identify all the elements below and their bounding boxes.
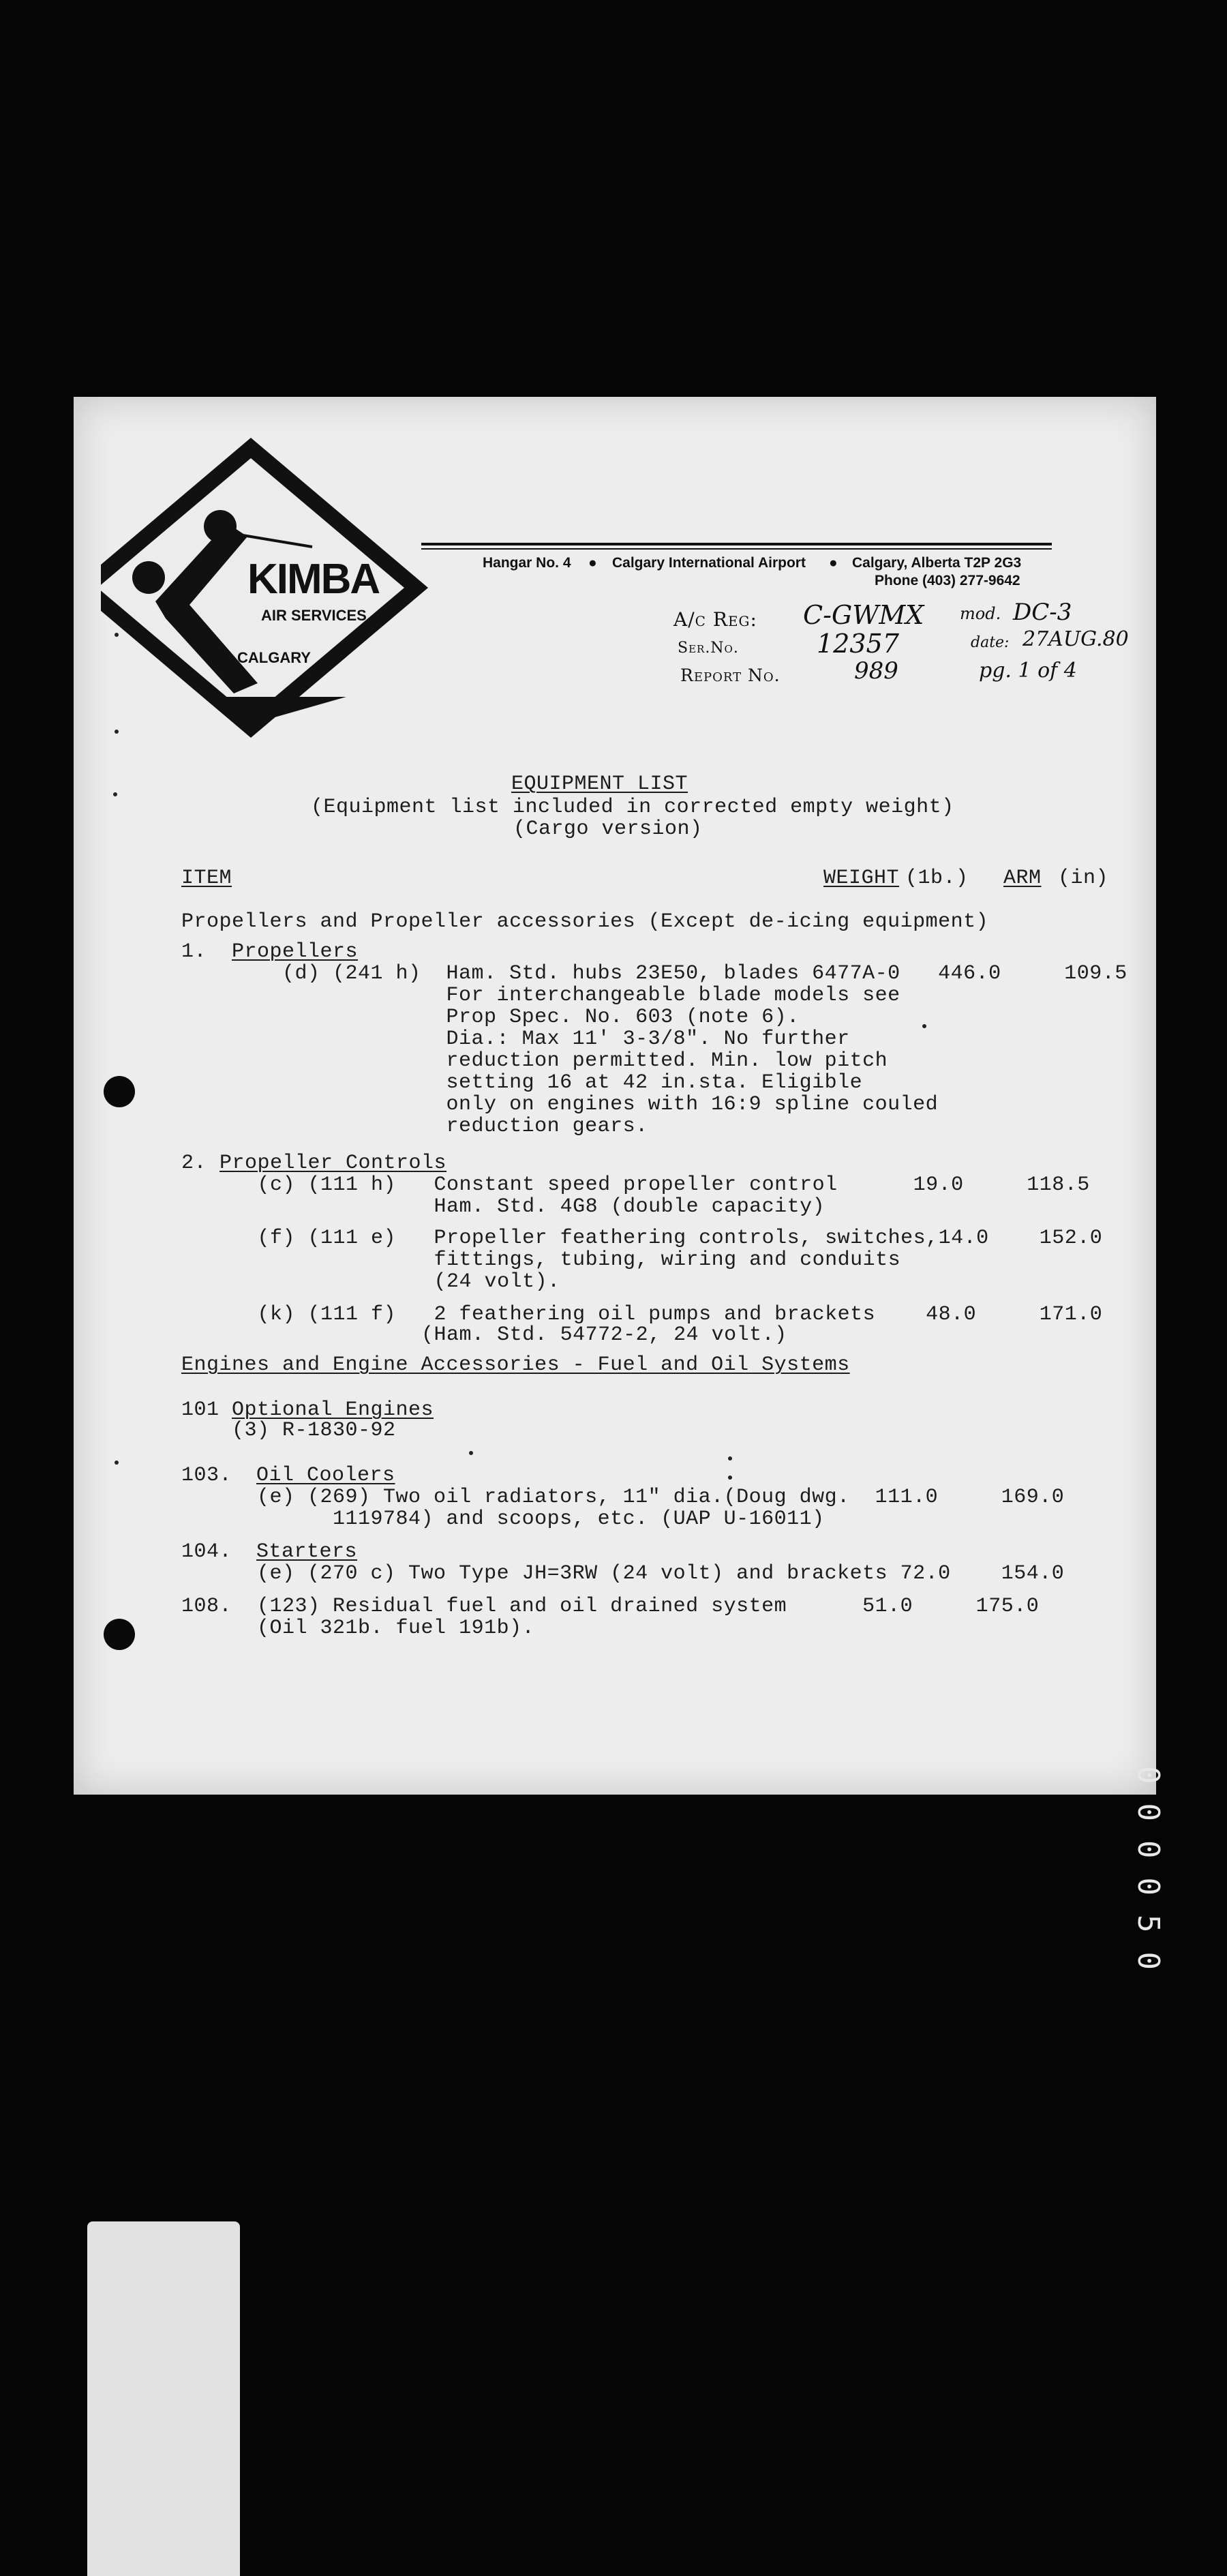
ser-value: 12357 [817, 629, 899, 659]
report-value: 989 [854, 657, 898, 685]
speck [113, 792, 117, 796]
address-airport: Calgary International Airport [612, 555, 806, 571]
section-propellers-heading: Propellers and Propeller accessories (Except de-icing equipment) [181, 910, 989, 933]
address-city: Calgary, Alberta T2P 2G3 [852, 555, 1022, 571]
line-item-108-a: 108. (123) Residual fuel and oil drained system 51.0 175.0 [181, 1595, 1040, 1618]
line-item-103-a: (e) (269) Two oil radiators, 11" dia.(Doug dwg. 111.0 169.0 [181, 1486, 1065, 1509]
col-arm-unit: (in) [1058, 867, 1109, 890]
col-arm: ARM [1003, 867, 1042, 890]
punch-hole-lower [104, 1619, 135, 1650]
item-101-number: 101 [181, 1398, 219, 1422]
line-item-2-e: (24 volt). [219, 1270, 560, 1293]
bullet-2: ● [829, 555, 838, 571]
ser-label: Ser.No. [678, 640, 739, 657]
item-103-title: Oil Coolers [256, 1464, 395, 1487]
speck [728, 1476, 732, 1480]
col-weight: WEIGHT [823, 867, 900, 890]
line-item-1-g: only on engines with 16:9 spline couled [232, 1093, 939, 1116]
model-label: mod. [960, 604, 1001, 623]
item-1-title: Propellers [232, 940, 359, 963]
date-value: 27AUG.80 [1022, 627, 1129, 651]
speck [728, 1456, 732, 1461]
line-item-108-b: (Oil 321b. fuel 191b). [181, 1617, 535, 1640]
address-hangar: Hangar No. 4 [483, 555, 571, 571]
item-2-number: 2. [181, 1152, 207, 1175]
line-item-1-c: Prop Spec. No. 603 (note 6). [232, 1006, 800, 1029]
logo-sub-air-services: AIR SERVICES [261, 607, 367, 624]
line-item-101-a: (3) R-1830-92 [181, 1419, 396, 1442]
speck [469, 1451, 473, 1455]
line-item-2-g: (Ham. Std. 54772-2, 24 volt.) [219, 1323, 787, 1347]
item-101-title: Optional Engines [232, 1398, 434, 1422]
document-page [74, 397, 1156, 1795]
line-item-1-f: setting 16 at 42 in.sta. Eligible [232, 1071, 863, 1094]
speck [115, 730, 119, 734]
document-subtitle: (Equipment list included in corrected empty weight) [311, 796, 954, 819]
letterhead-rule-bottom [421, 548, 1052, 550]
item-2-title: Propeller Controls [219, 1152, 447, 1175]
line-item-2-f: (k) (111 f) 2 feathering oil pumps and brackets 48.0 171.0 [219, 1303, 1103, 1326]
logo-dot-left [132, 561, 165, 594]
section-engines-heading: Engines and Engine Accessories - Fuel and Oil Systems [181, 1353, 850, 1377]
speck [115, 633, 119, 637]
logo-text: KIMBA [247, 556, 380, 603]
speck [115, 1461, 119, 1465]
item-104-number: 104. [181, 1540, 232, 1563]
letterhead-rule-top [421, 543, 1052, 545]
line-item-2-d: fittings, tubing, wiring and conduits [219, 1248, 901, 1272]
item-104-title: Starters [256, 1540, 358, 1563]
line-item-104-a: (e) (270 c) Two Type JH=3RW (24 volt) and brackets 72.0 154.0 [181, 1562, 1065, 1585]
line-item-2-a: (c) (111 h) Constant speed propeller control 19.0 118.5 [219, 1173, 1090, 1197]
logo-sub-calgary: CALGARY [237, 649, 311, 666]
film-frame-code: 000050 [1131, 1766, 1166, 1989]
reg-label: A/c Reg: [673, 608, 757, 631]
speck [922, 1024, 926, 1028]
document-title: EQUIPMENT LIST [511, 773, 688, 796]
document-version: (Cargo version) [513, 818, 703, 841]
page-number: pg. 1 of 4 [979, 659, 1077, 683]
model-value: DC-3 [1013, 599, 1072, 626]
line-item-1-h: reduction gears. [232, 1115, 648, 1138]
bullet-1: ● [588, 555, 597, 571]
line-item-2-c: (f) (111 e) Propeller feathering controls, switches,14.0 152.0 [219, 1227, 1103, 1250]
report-label: Report No. [680, 665, 781, 685]
col-item: ITEM [181, 867, 232, 890]
col-weight-unit: (1b.) [905, 867, 969, 890]
line-item-1-a: (d) (241 h) Ham. Std. hubs 23E50, blades 6477A-0 446.0 109.5 [232, 962, 1127, 985]
line-item-1-d: Dia.: Max 11' 3-3/8". No further [232, 1028, 850, 1051]
line-item-1-e: reduction permitted. Min. low pitch [232, 1049, 888, 1073]
line-item-103-b: 1119784) and scoops, etc. (UAP U-16011) [181, 1508, 825, 1531]
item-1-number: 1. [181, 940, 207, 963]
punch-hole-upper [104, 1076, 135, 1107]
item-103-number: 103. [181, 1464, 232, 1487]
reg-value: C-GWMX [803, 600, 924, 630]
line-item-2-b: Ham. Std. 4G8 (double capacity) [219, 1195, 825, 1218]
date-label: date: [971, 634, 1010, 651]
phone: Phone (403) 277-9642 [875, 573, 1020, 588]
blank-card [87, 2221, 240, 2576]
line-item-1-b: For interchangeable blade models see [232, 984, 900, 1007]
